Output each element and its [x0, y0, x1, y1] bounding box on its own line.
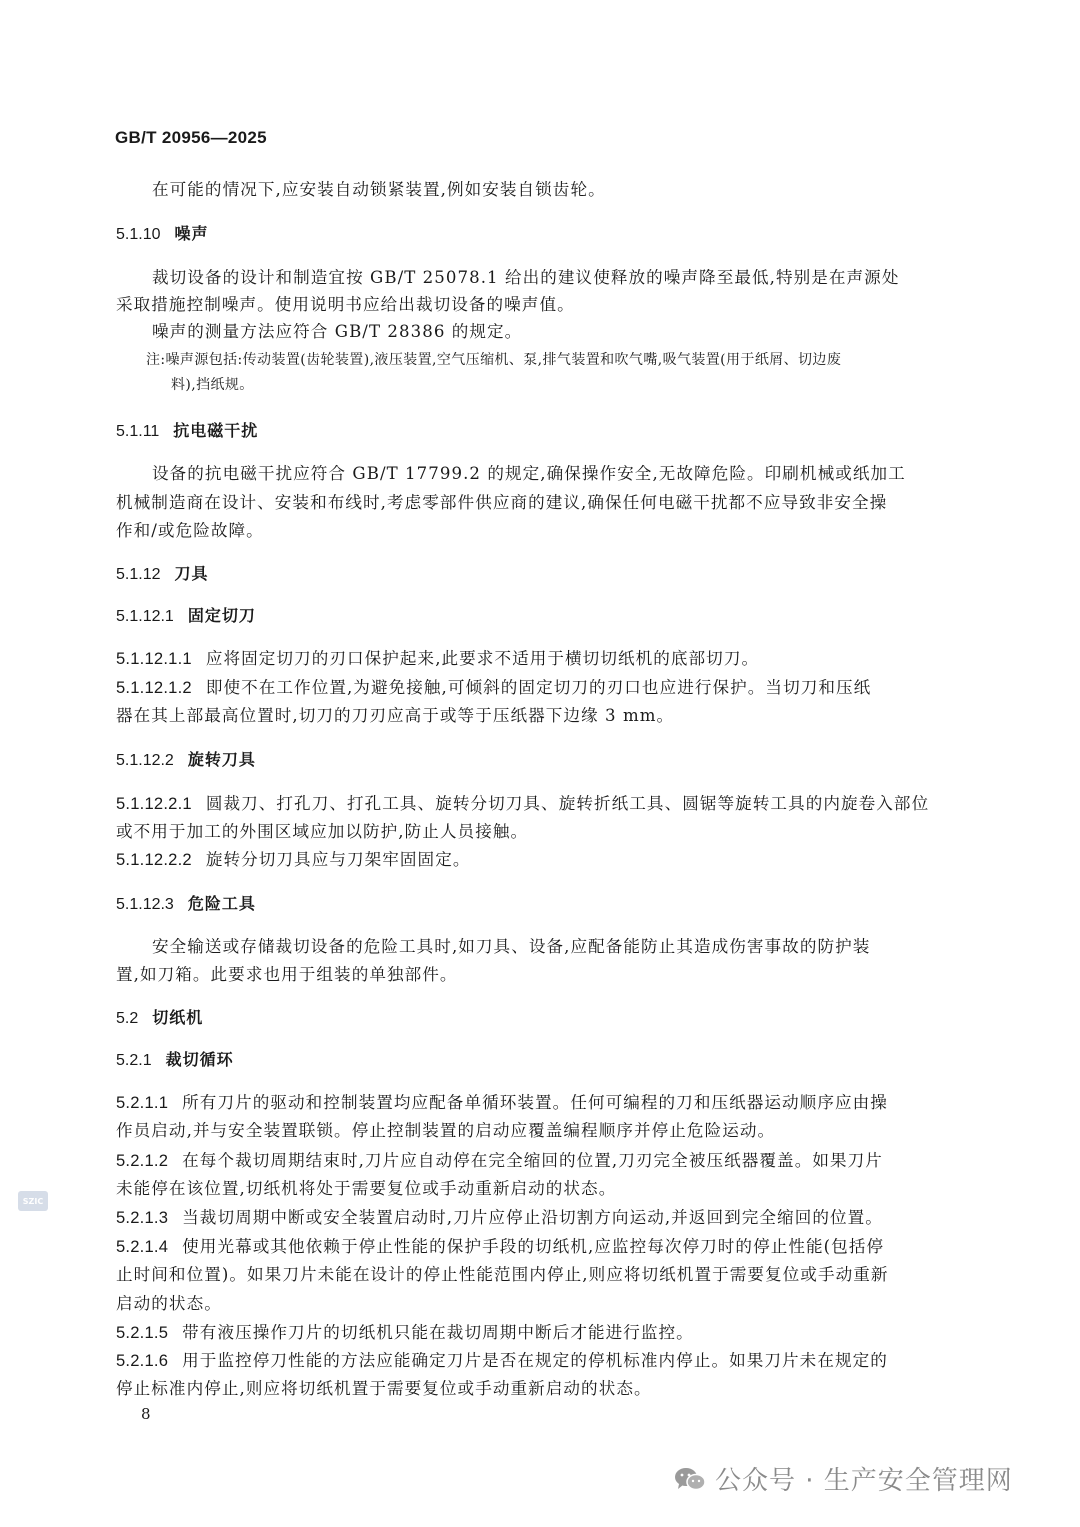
note-label: 注: — [146, 352, 166, 368]
clause-text: 带有液压操作刀片的切纸机只能在裁切周期中断后才能进行监控。 — [182, 1323, 694, 1342]
clause-text: 所有刀片的驱动和控制装置均应配备单循环装置。任何可编程的刀和压纸器运动顺序应由操 — [182, 1093, 888, 1112]
paragraph-self-locking: 在可能的情况下,应安装自动锁紧装置,例如安装自锁齿轮。 — [152, 180, 606, 199]
section-heading-5-1-12-2 — [116, 747, 256, 770]
section-heading-5-1-10 — [116, 221, 209, 244]
wechat-icon — [673, 1466, 707, 1492]
section-title: 刀具 — [174, 564, 209, 583]
section-title: 固定切刀 — [187, 606, 256, 625]
clause-number: 5.2.1.5 — [116, 1323, 169, 1342]
clause-5-2-1-1 — [116, 1089, 888, 1116]
clause-5-2-1-2 — [116, 1147, 883, 1174]
section-title: 噪声 — [174, 224, 209, 243]
watermark-text: 公众号 · 生产安全管理网 — [715, 1466, 1013, 1496]
clause-5-1-12-2-1-line-2: 或不用于加工的外围区域应加以防护,防止人员接触。 — [116, 822, 529, 841]
section-number: 5.1.10 — [116, 226, 161, 243]
clause-5-1-12-1-1 — [116, 645, 759, 672]
clause-text: 在每个裁切周期结束时,刀片应自动停在完全缩回的位置,刀刃完全被压纸器覆盖。如果刀片 — [182, 1151, 883, 1170]
paragraph-hazard-tools-line-2: 置,如刀箱。此要求也用于组装的单独部件。 — [116, 965, 458, 984]
paragraph-noise-measurement: 噪声的测量方法应符合 GB/T 28386 的规定。 — [152, 322, 523, 341]
section-title: 危险工具 — [187, 894, 256, 913]
note-text: 噪声源包括:传动装置(齿轮装置),液压装置,空气压缩机、泵,排气装置和吹气嘴,吸气装置(用于纸屑、切边废 — [165, 352, 842, 368]
note-line-1 — [146, 348, 841, 373]
section-number: 5.1.11 — [116, 423, 160, 440]
clause-text: 使用光幕或其他依赖于停止性能的保护手段的切纸机,应监控每次停刀时的停止性能(包括停 — [182, 1237, 885, 1256]
note-line-2: 料),挡纸规。 — [171, 377, 254, 393]
standard-number: GB/T 20956—2025 — [115, 128, 267, 147]
clause-5-2-1-6 — [116, 1347, 888, 1374]
clause-5-2-1-4 — [116, 1233, 884, 1260]
section-heading-5-2 — [116, 1005, 203, 1028]
clause-5-2-1-5 — [116, 1319, 694, 1346]
clause-number: 5.2.1.6 — [116, 1351, 169, 1370]
clause-5-2-1-3 — [116, 1204, 883, 1231]
clause-5-1-12-1-2 — [116, 674, 871, 701]
clause-5-1-12-2-2 — [116, 846, 470, 873]
section-number: 5.1.12.3 — [116, 896, 174, 913]
page-number: 8 — [141, 1405, 151, 1423]
clause-text: 旋转分切刀具应与刀架牢固固定。 — [205, 850, 471, 869]
clause-number: 5.2.1.2 — [116, 1151, 169, 1170]
section-heading-5-2-1 — [116, 1047, 234, 1070]
clause-5-2-1-4-line-3: 启动的状态。 — [116, 1294, 222, 1313]
clause-5-1-12-1-2-line-2: 器在其上部最高位置时,切刀的刀刃应高于或等于压纸器下边缘 3 mm。 — [116, 706, 675, 725]
paragraph-noise-line-2: 采取措施控制噪声。使用说明书应给出裁切设备的噪声值。 — [116, 295, 575, 314]
watermark — [673, 1460, 1013, 1497]
section-heading-5-1-12-3 — [116, 891, 256, 914]
section-number: 5.1.12.2 — [116, 752, 174, 769]
clause-number: 5.2.1.4 — [116, 1237, 169, 1256]
clause-number: 5.2.1.3 — [116, 1208, 169, 1227]
section-heading-5-1-12-1 — [116, 603, 256, 626]
paragraph-emc-line-2: 机械制造商在设计、安装和布线时,考虑零部件供应商的建议,确保任何电磁干扰都不应导致非安全操 — [116, 493, 888, 512]
clause-text: 用于监控停刀性能的方法应能确定刀片是否在规定的停机标准内停止。如果刀片未在规定的 — [182, 1351, 888, 1370]
paragraph-emc-line-3: 作和/或危险故障。 — [116, 521, 264, 540]
section-number: 5.1.12.1 — [116, 608, 174, 625]
clause-5-2-1-1-line-2: 作员启动,并与安全装置联锁。停止控制装置的启动应覆盖编程顺序并停止危险运动。 — [116, 1121, 776, 1140]
paragraph-hazard-tools-line-1: 安全输送或存储裁切设备的危险工具时,如刀具、设备,应配备能防止其造成伤害事故的防护装 — [152, 937, 871, 956]
section-heading-5-1-12 — [116, 561, 209, 584]
clause-text: 当裁切周期中断或安全装置启动时,刀片应停止沿切割方向运动,并返回到完全缩回的位置。 — [182, 1208, 883, 1227]
clause-text: 圆裁刀、打孔刀、打孔工具、旋转分切刀具、旋转折纸工具、圆锯等旋转工具的内旋卷入部位 — [205, 794, 930, 813]
paragraph-emc-line-1: 设备的抗电磁干扰应符合 GB/T 17799.2 的规定,确保操作安全,无故障危险。印刷机械或纸加工 — [152, 464, 906, 483]
section-number: 5.2 — [116, 1010, 139, 1027]
clause-5-1-12-2-1 — [116, 790, 929, 817]
section-title: 抗电磁干扰 — [173, 421, 259, 440]
clause-5-2-1-4-line-2: 止时间和位置)。如果刀片未能在设计的停止性能范围内停止,则应将切纸机置于需要复位或手动重新 — [116, 1265, 889, 1284]
clause-number: 5.1.12.1.1 — [116, 649, 192, 668]
section-title: 切纸机 — [152, 1008, 204, 1027]
clause-number: 5.1.12.2.1 — [116, 794, 192, 813]
section-heading-5-1-11 — [116, 418, 258, 441]
section-title: 旋转刀具 — [187, 750, 256, 769]
clause-text: 即使不在工作位置,为避免接触,可倾斜的固定切刀的刃口也应进行保护。当切刀和压纸 — [205, 678, 872, 697]
clause-number: 5.2.1.1 — [116, 1093, 169, 1112]
clause-number: 5.1.12.2.2 — [116, 850, 192, 869]
clause-text: 应将固定切刀的刃口保护起来,此要求不适用于横切切纸机的底部切刀。 — [205, 649, 760, 668]
clause-number: 5.1.12.1.2 — [116, 678, 192, 697]
clause-5-2-1-2-line-2: 未能停在该位置,切纸机将处于需要复位或手动重新启动的状态。 — [116, 1179, 617, 1198]
section-number: 5.2.1 — [116, 1052, 152, 1069]
section-number: 5.1.12 — [116, 566, 161, 583]
clause-5-2-1-6-line-2: 停止标准内停止,则应将切纸机置于需要复位或手动重新启动的状态。 — [116, 1379, 652, 1398]
section-title: 裁切循环 — [165, 1050, 234, 1069]
side-logo: SZIC — [18, 1191, 48, 1211]
paragraph-noise-line-1: 裁切设备的设计和制造宜按 GB/T 25078.1 给出的建议使释放的噪声降至最低,特别是在声源处 — [152, 268, 900, 287]
